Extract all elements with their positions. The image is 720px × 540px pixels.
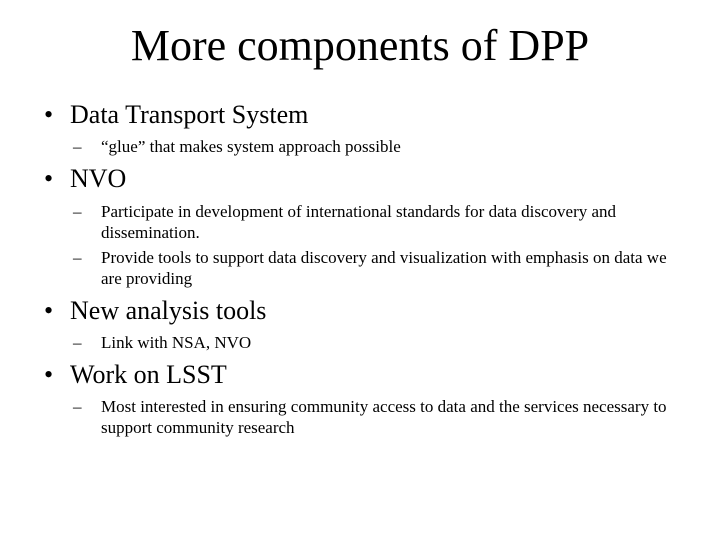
bullet-label: Work on LSST [70,360,227,389]
bullet-marker: • [44,296,54,325]
bullet-marker: • [44,360,54,389]
dash-marker: – [73,137,82,156]
sub-item-text: Most interested in ensuring community access to data and the services necessary to support community research [101,397,667,437]
dash-marker: – [73,397,82,416]
bullet-label: NVO [70,164,127,193]
bullet-label: New analysis tools [70,296,267,325]
bullet-marker: • [44,100,54,129]
bullet-label: Data Transport System [70,100,309,129]
sub-item [73,396,683,438]
dash-marker: – [73,248,82,267]
bullet-nvo [44,164,126,194]
sub-item [73,201,683,243]
sub-item-text: Link with NSA, NVO [101,333,252,352]
sub-item [73,247,683,289]
bullet-data-transport-system [44,100,308,130]
sub-item-text: Participate in development of international standards for data discovery and dissemination. [101,202,617,242]
sub-item [73,136,673,157]
sub-item-text: Provide tools to support data discovery and visualization with emphasis on data we are providing [101,248,667,288]
sub-item-text: “glue” that makes system approach possible [101,137,401,156]
dash-marker: – [73,333,82,352]
bullet-marker: • [44,164,54,193]
sub-item [73,332,673,353]
bullet-new-analysis-tools [44,296,266,326]
dash-marker: – [73,202,82,221]
slide-title: More components of DPP [130,21,590,70]
bullet-work-on-lsst [44,360,227,390]
